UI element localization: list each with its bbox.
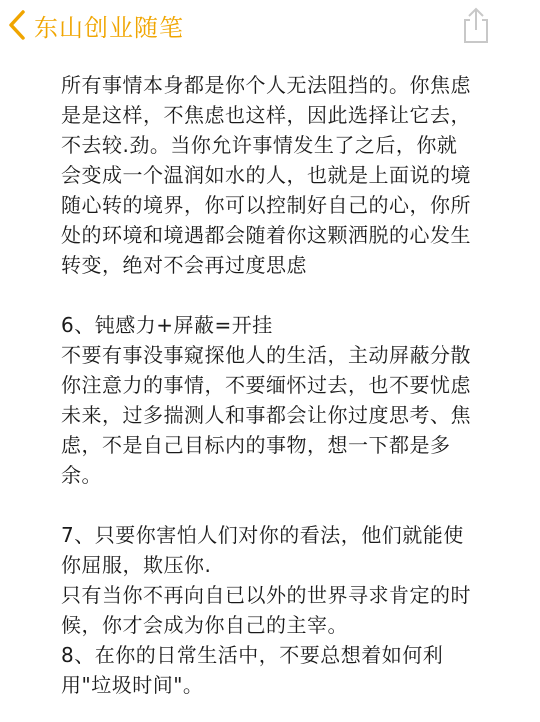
text-line: 会变成一个温润如水的人，也就是上面说的境 xyxy=(61,163,471,187)
text-line: 虑，不是自己目标内的事物，想一下都是多 xyxy=(61,433,451,457)
text-line: 不去较.劲。当你允许事情发生了之后，你就 xyxy=(61,133,458,157)
section-heading: 6、钝感力+屏蔽=开挂 xyxy=(61,313,273,337)
paragraph-spacer xyxy=(61,490,501,520)
text-line: 处的环境和境遇都会随着你这颗洒脱的心发生 xyxy=(61,223,471,247)
paragraph-spacer xyxy=(61,280,501,310)
paragraph-2 xyxy=(61,310,501,490)
text-line: 是是这样，不焦虑也这样，因此选择让它去， xyxy=(61,103,471,127)
section-heading: 7、只要你害怕人们对你的看法，他们就能使 xyxy=(61,523,464,547)
text-line: 你注意力的事情，不要缅怀过去，也不要忧虑 xyxy=(61,373,471,397)
text-line: 未来，过多揣测人和事都会让你过度思考、焦 xyxy=(61,403,471,427)
text-line: 所有事情本身都是你个人无法阻挡的。你焦虑 xyxy=(61,73,471,97)
section-heading: 8、在你的日常生活中，不要总想着如何利 xyxy=(61,643,444,667)
paragraph-1 xyxy=(61,70,501,280)
text-line: 你屈服，欺压你. xyxy=(61,553,212,577)
paragraph-3 xyxy=(61,520,501,700)
text-line: 不要有事没事窥探他人的生活，主动屏蔽分散 xyxy=(61,343,471,367)
share-icon xyxy=(458,29,494,48)
page-title: 东山创业随笔 xyxy=(34,13,184,42)
text-line: 随心转的境界，你可以控制好自己的心，你所 xyxy=(61,193,471,217)
text-line: 只有当你不再向自已以外的世界寻求肯定的时 xyxy=(61,583,471,607)
text-line: 用"垃圾时间"。 xyxy=(61,673,204,697)
share-button[interactable] xyxy=(458,6,494,44)
back-button[interactable] xyxy=(8,4,184,46)
text-line: 转变，绝对不会再过度思虑 xyxy=(61,253,307,277)
article-body xyxy=(61,70,501,700)
text-line: 余。 xyxy=(61,463,102,487)
nav-bar xyxy=(0,0,540,50)
chevron-left-icon xyxy=(8,9,26,41)
text-line: 候，你才会成为你自己的主宰。 xyxy=(61,613,348,637)
